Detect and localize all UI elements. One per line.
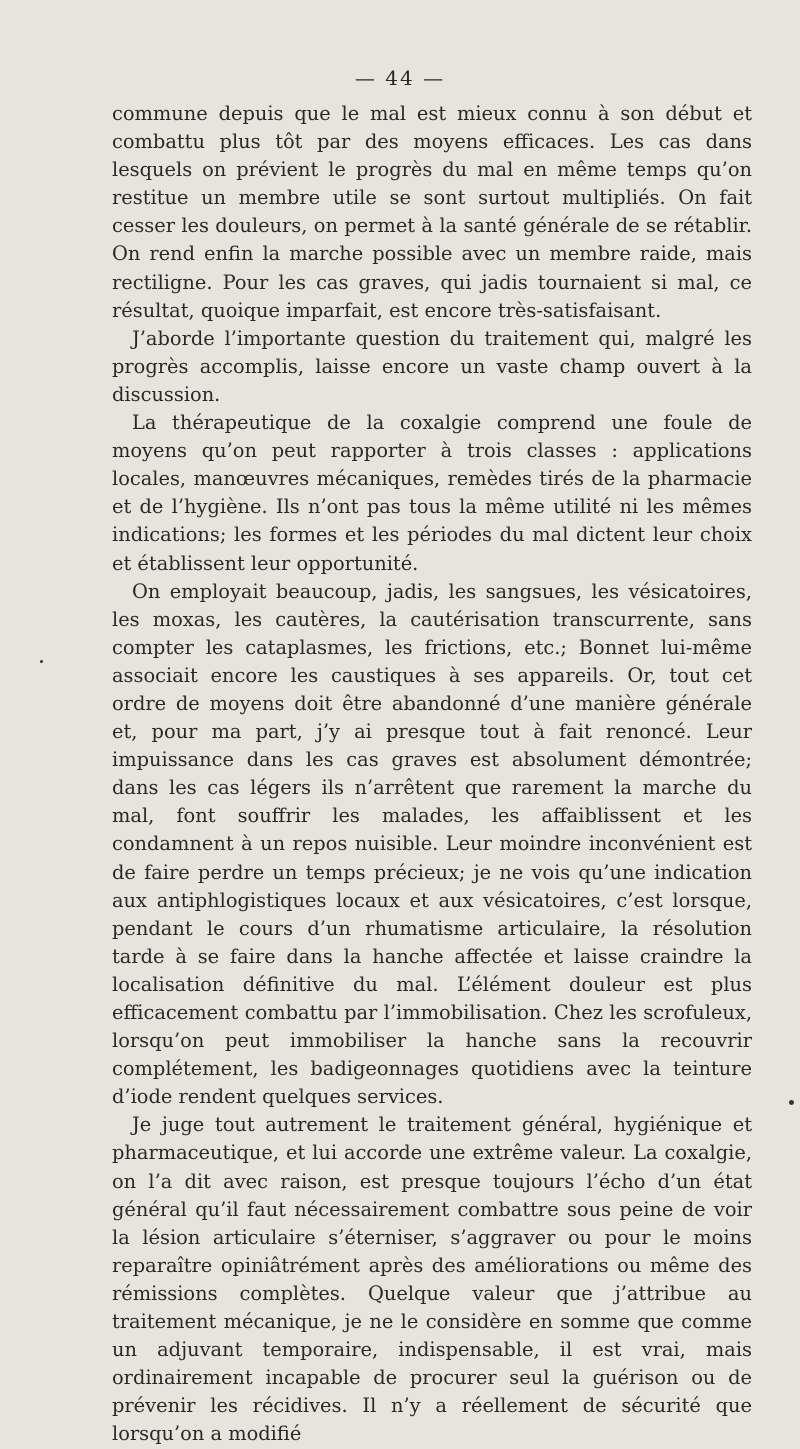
paragraph: Je juge tout autrement le traitement général, hygiénique et pharmaceutique, et lui accorde une extrême valeur. La coxalgie, on l’a dit avec raison, est presque toujours l’écho d’un état général qu’il faut nécessairement combattre sous peine de voir la lésion articulaire s’éterniser, s’aggraver ou pour le moins reparaître opiniâtrément après des améliorations ou même des rémissions complètes. Quelque valeur que j’attribue au traitement mécanique, je ne le considère en somme que comme un adjuvant temporaire, indispensable, il est vrai, mais ordinairement incapable de procurer seul la guérison ou de prévenir les récidives. Il n’y a réellement de sécurité que lorsqu’on a modifié (112, 1113, 752, 1446)
ink-speck (789, 1100, 794, 1105)
paragraph: commune depuis que le mal est mieux connu à son début et combattu plus tôt par des moyens efficaces. Les cas dans lesquels on prévient le progrès du mal en même temps qu’on restitue un membre utile se sont surtout multipliés. On fait cesser les douleurs, on permet à la santé générale de se rétablir. On rend enfin la marche possible avec un membre raide, mais rectiligne. Pour les cas graves, qui jadis tournaient si mal, ce résultat, quoique imparfait, est encore très-satisfaisant. (112, 102, 752, 322)
page-body (112, 100, 752, 1449)
paragraph: La thérapeutique de la coxalgie comprend une foule de moyens qu’on peut rapporter à trois classes : applications locales, manœuvres mécaniques, remèdes tirés de la pharmacie et de l’hygiène. Ils n’ont pas tous la même utilité ni les mêmes indications; les formes et les périodes du mal dictent leur choix et établissent leur opportunité. (112, 411, 752, 575)
paragraph: J’aborde l’importante question du traitement qui, malgré les progrès accomplis, laisse encore un vaste champ ouvert à la discussion. (112, 326, 752, 406)
paragraph: On employait beaucoup, jadis, les sangsues, les vésicatoires, les moxas, les cautères, la cautérisation transcurrente, sans compter les cataplasmes, les frictions, etc.; Bonnet lui-même associait encore les caustiques à ses appareils. Or, tout cet ordre de moyens doit être abandonné d’une manière générale et, pour ma part, j’y ai presque tout à fait renoncé. Leur impuissance dans les cas graves est absolument démontrée; dans les cas légers ils n’arrêtent que rarement la marche du mal, font souffrir les malades, les affaiblissent et les condamnent à un repos nuisible. Leur moindre inconvénient est de faire perdre un temps précieux; je ne vois qu’une indication aux antiphlogistiques locaux et aux vésicatoires, c’est lorsque, pendant le cours d’un rhumatisme articulaire, la résolution tarde à se faire dans la hanche affectée et laisse craindre la localisation définitive du mal. L’élément douleur est plus efficacement combattu par l’immobilisation. Chez les scrofuleux, lorsqu’on peut immobiliser la hanche sans la recouvrir complétement, les badigeonnages quotidiens avec la teinture d’iode rendent quelques services. (112, 579, 752, 1109)
ink-speck (40, 660, 43, 663)
page-number: — 44 — (354, 66, 446, 90)
